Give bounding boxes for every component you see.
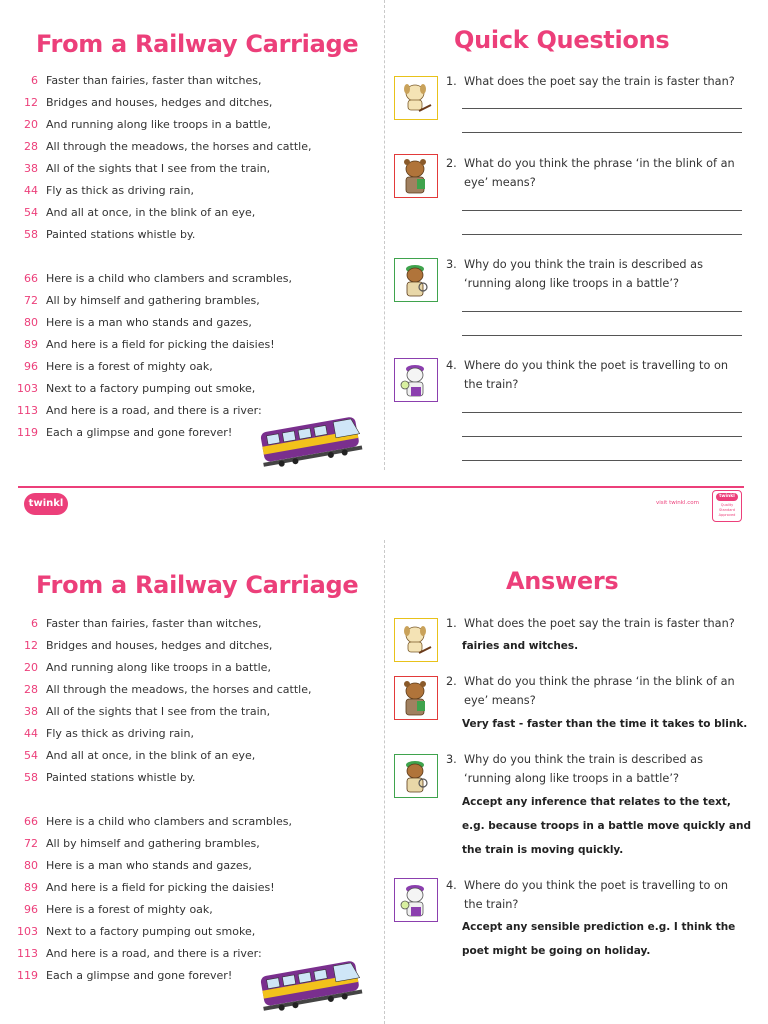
- train-illustration: [256, 412, 368, 468]
- answer-4: Accept any sensible prediction e.g. I think the poet might be going on holiday.: [462, 921, 736, 957]
- line-text: All by himself and gathering brambles,: [46, 837, 260, 850]
- poem-line: [0, 635, 380, 657]
- line-number: 12: [24, 96, 38, 109]
- poem-line: [0, 334, 380, 356]
- poem-line: [0, 114, 380, 136]
- answer-line[interactable]: [462, 234, 742, 235]
- poem-line: [0, 899, 380, 921]
- poem-line: [0, 290, 380, 312]
- answer-line[interactable]: [462, 210, 742, 211]
- poem-line: [0, 224, 380, 246]
- line-text: Here is a man who stands and gazes,: [46, 316, 252, 329]
- poem-line: [0, 657, 380, 679]
- line-number: 80: [24, 316, 38, 329]
- poem-line: [0, 855, 380, 877]
- owl-magnifier-icon: [394, 358, 438, 402]
- line-text: And here is a road, and there is a river:: [46, 947, 262, 960]
- bear-detective-icon: [394, 676, 438, 720]
- footer-divider: [18, 486, 744, 488]
- poem-line: [0, 92, 380, 114]
- column-divider-bottom: [384, 540, 385, 1024]
- answer-line[interactable]: [462, 311, 742, 312]
- poem-title: From a Railway Carriage: [36, 571, 359, 599]
- line-text: Each a glimpse and gone forever!: [46, 426, 233, 439]
- poem-line: [0, 180, 380, 202]
- line-text: Fly as thick as driving rain,: [46, 184, 194, 197]
- line-number: 119: [17, 426, 38, 439]
- dog-reading-icon: [394, 618, 438, 662]
- line-number: 12: [24, 639, 38, 652]
- poem-line: [0, 767, 380, 789]
- line-text: Here is a child who clambers and scrambles,: [46, 272, 292, 285]
- poem-line: [0, 268, 380, 290]
- line-number: 44: [24, 184, 38, 197]
- line-text: Here is a man who stands and gazes,: [46, 859, 252, 872]
- question-text: Why do you think the train is described as ‘running along like troops in a battle’?: [464, 753, 703, 785]
- line-number: 58: [24, 228, 38, 241]
- line-number: 89: [24, 338, 38, 351]
- question-number: 4.: [446, 879, 457, 892]
- train-illustration: [256, 956, 368, 1012]
- question-text: Why do you think the train is described as ‘running along like troops in a battle’?: [464, 258, 703, 290]
- question-text: What do you think the phrase ‘in the blink of an eye’ means?: [464, 675, 735, 707]
- line-number: 96: [24, 903, 38, 916]
- answer-line[interactable]: [462, 460, 742, 461]
- dog-reading-icon: [394, 76, 438, 120]
- poem-line: [0, 811, 380, 833]
- poem-line: [0, 356, 380, 378]
- line-number: 20: [24, 661, 38, 674]
- poem-line: [0, 745, 380, 767]
- line-text: Bridges and houses, hedges and ditches,: [46, 96, 273, 109]
- line-number: 66: [24, 815, 38, 828]
- line-number: 28: [24, 140, 38, 153]
- line-text: And all at once, in the blink of an eye,: [46, 749, 256, 762]
- line-text: Painted stations whistle by.: [46, 771, 196, 784]
- line-number: 38: [24, 705, 38, 718]
- poem-line: [0, 613, 380, 635]
- line-text: All through the meadows, the horses and cattle,: [46, 140, 312, 153]
- question-number: 3.: [446, 258, 457, 271]
- line-text: Faster than fairies, faster than witches,: [46, 617, 262, 630]
- line-number: 54: [24, 749, 38, 762]
- line-number: 89: [24, 881, 38, 894]
- answer-1: fairies and witches.: [462, 640, 579, 652]
- line-number: 113: [17, 404, 38, 417]
- line-text: Here is a child who clambers and scrambles,: [46, 815, 292, 828]
- section-title: Quick Questions: [454, 26, 670, 54]
- line-number: 44: [24, 727, 38, 740]
- line-text: And running along like troops in a battle,: [46, 118, 271, 131]
- line-text: And here is a road, and there is a river:: [46, 404, 262, 417]
- line-number: 38: [24, 162, 38, 175]
- section-title: Answers: [506, 567, 619, 595]
- line-number: 6: [31, 74, 38, 87]
- line-text: Fly as thick as driving rain,: [46, 727, 194, 740]
- line-text: And here is a field for picking the daisies!: [46, 881, 275, 894]
- answer-line[interactable]: [462, 412, 742, 413]
- line-number: 54: [24, 206, 38, 219]
- poem-line: [0, 679, 380, 701]
- answer-line[interactable]: [462, 108, 742, 109]
- answer-line[interactable]: [462, 436, 742, 437]
- question-number: 1.: [446, 75, 457, 88]
- poem-line: [0, 158, 380, 180]
- question-text: What does the poet say the train is faster than?: [464, 617, 735, 630]
- poem-stanza-1: [0, 613, 380, 789]
- line-number: 103: [17, 382, 38, 395]
- question-text: Where do you think the poet is travelling to on the train?: [464, 879, 729, 911]
- poem-line: [0, 877, 380, 899]
- line-number: 119: [17, 969, 38, 982]
- line-number: 58: [24, 771, 38, 784]
- quality-badge: [712, 490, 742, 522]
- badge-title: twinkl: [716, 493, 738, 501]
- line-number: 72: [24, 294, 38, 307]
- poem-title: From a Railway Carriage: [36, 30, 359, 58]
- poem-line: [0, 312, 380, 334]
- dog-magnifier-icon: [394, 258, 438, 302]
- answer-line[interactable]: [462, 132, 742, 133]
- line-text: All of the sights that I see from the train,: [46, 162, 271, 175]
- question-text: Where do you think the poet is travelling to on the train?: [464, 359, 729, 391]
- line-number: 103: [17, 925, 38, 938]
- poem-line: [0, 378, 380, 400]
- line-text: Here is a forest of mighty oak,: [46, 903, 213, 916]
- line-text: Each a glimpse and gone forever!: [46, 969, 233, 982]
- poem-line: [0, 136, 380, 158]
- line-text: All of the sights that I see from the train,: [46, 705, 271, 718]
- bear-detective-icon: [394, 154, 438, 198]
- question-text: What does the poet say the train is faster than?: [464, 75, 735, 88]
- poem-line: [0, 202, 380, 224]
- question-number: 4.: [446, 359, 457, 372]
- line-text: Faster than fairies, faster than witches,: [46, 74, 262, 87]
- line-text: Bridges and houses, hedges and ditches,: [46, 639, 273, 652]
- line-number: 72: [24, 837, 38, 850]
- poem-line: [0, 833, 380, 855]
- line-text: All through the meadows, the horses and cattle,: [46, 683, 312, 696]
- visit-link[interactable]: visit twinkl.com: [656, 500, 699, 506]
- poem-stanza-1: [0, 70, 380, 246]
- dog-magnifier-icon: [394, 754, 438, 798]
- question-text: What do you think the phrase ‘in the blink of an eye’ means?: [464, 157, 735, 189]
- line-number: 6: [31, 617, 38, 630]
- line-text: And all at once, in the blink of an eye,: [46, 206, 256, 219]
- line-number: 28: [24, 683, 38, 696]
- line-number: 66: [24, 272, 38, 285]
- answer-line[interactable]: [462, 335, 742, 336]
- line-text: Painted stations whistle by.: [46, 228, 196, 241]
- line-number: 113: [17, 947, 38, 960]
- poem-line: [0, 921, 380, 943]
- question-number: 2.: [446, 157, 457, 170]
- poem-line: [0, 70, 380, 92]
- line-number: 80: [24, 859, 38, 872]
- answer-3: Accept any inference that relates to the text, e.g. because troops in a battle move quickly and the train is moving quickly.: [462, 796, 752, 856]
- line-number: 96: [24, 360, 38, 373]
- line-text: Next to a factory pumping out smoke,: [46, 925, 256, 938]
- line-text: And running along like troops in a battle,: [46, 661, 271, 674]
- question-number: 1.: [446, 617, 457, 630]
- question-number: 2.: [446, 675, 457, 688]
- poem-line: [0, 723, 380, 745]
- line-text: Here is a forest of mighty oak,: [46, 360, 213, 373]
- answer-2: Very fast - faster than the time it takes to blink.: [462, 718, 748, 730]
- poem-line: [0, 701, 380, 723]
- line-text: All by himself and gathering brambles,: [46, 294, 260, 307]
- line-text: And here is a field for picking the daisies!: [46, 338, 275, 351]
- badge-caption: Quality Standard Approved: [718, 503, 736, 517]
- twinkl-logo: twinkl: [24, 493, 68, 515]
- line-number: 20: [24, 118, 38, 131]
- column-divider-top: [384, 0, 385, 470]
- owl-magnifier-icon: [394, 878, 438, 922]
- question-number: 3.: [446, 753, 457, 766]
- line-text: Next to a factory pumping out smoke,: [46, 382, 256, 395]
